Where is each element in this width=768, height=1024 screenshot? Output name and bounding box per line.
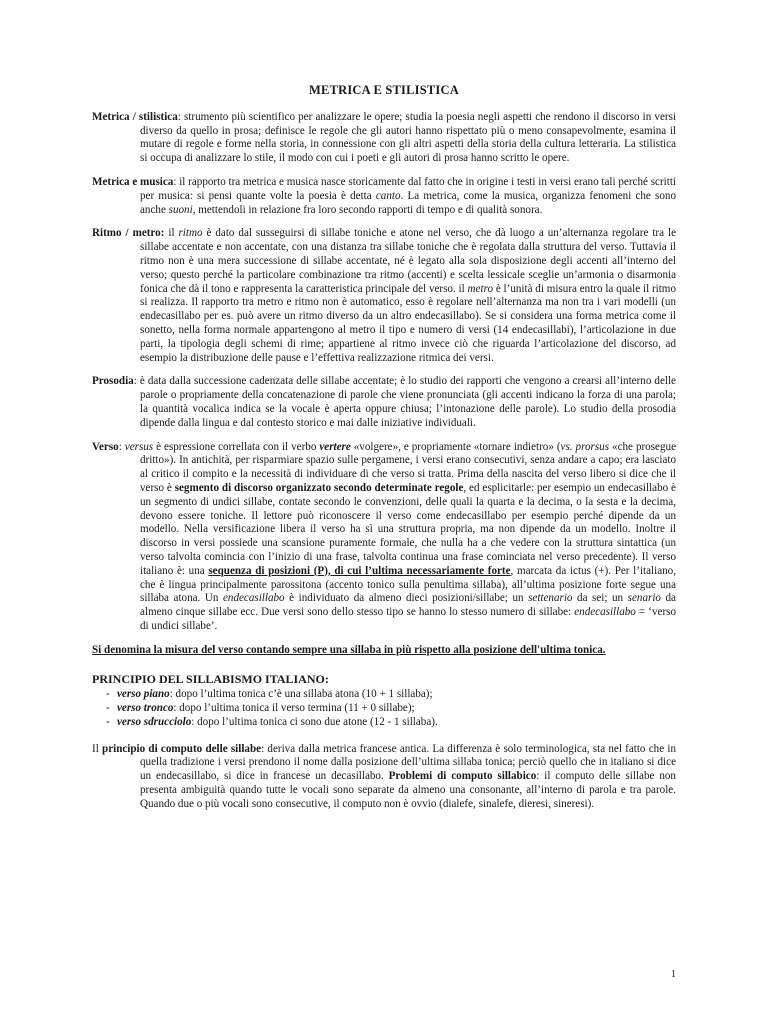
verso-bold-italic-vertere: vertere (319, 440, 351, 453)
verso-text-5: , ed esplicitarle: per esempio un endecasillabo è un segmento di undici sillabe, contate secondo le convenzioni, delle quali la quarta e la decima, o la sesta e la decima, devono essere toniche. Il lettore può riconoscere il verso come endecasillabo per esempio perché dipende da un modello. Nella versificazione libera il verso ha sì una struttura propria, ma non dipende da un modello. Inoltre il discorso in versi possiede una scansione puramente formale, che nulla ha a che vedere con la struttura sintattica (un verso talvolta comincia con l’inizio di una frase, talvolta continua una frase cominciata nel verso precedente). Il verso italiano è: una (140, 481, 676, 577)
list-item-term: verso sdrucciolo (117, 715, 192, 728)
verso-text-9: da almeno cinque sillabe ecc. Due versi sono dello stesso tipo se hanno lo stesso numero di sillabe: (140, 592, 676, 619)
ritmo-italic-metro: metro (467, 282, 494, 295)
computo-text-1: Il (92, 742, 103, 755)
page-number: 1 (671, 969, 676, 980)
musica-text-3: , mettendoli in relazione fra loro secondo rapporti di tempo e di qualità sonora. (192, 203, 543, 216)
term-prosodia: Prosodia (92, 375, 134, 388)
verso-bold-segmento: segmento di discorso organizzato secondo determinate regole (174, 481, 464, 494)
term-principio-computo: principio di computo delle sillabe (102, 742, 262, 755)
paragraph-metrica-stilistica (92, 111, 676, 166)
paragraph-computo (92, 743, 676, 812)
verso-text-1: : (118, 440, 125, 453)
list-item (106, 688, 676, 702)
list-item-text: : dopo l’ultima tonica il verso termina (11 + 0 sillabe); (173, 702, 415, 715)
verso-text-4: «che prosegue dritto»). In antichità, per risparmiare spazio sulle pergamene, i versi erano consecutivi, senza andare a capo; era lasciato al critico il compito e la necessità di individuare di che verso si tratta. Prima della nascita del verso libero si dice che il verso è (140, 440, 676, 494)
list-item-text: : dopo l’ultima tonica ci sono due atone (12 - 1 sillaba). (191, 715, 438, 728)
verso-text-10: = ‘verso di undici sillabe’. (140, 606, 676, 632)
verso-italic-senario: senario (627, 592, 661, 605)
list-item (106, 716, 676, 730)
ritmo-italic-ritmo: ritmo (178, 227, 203, 240)
syllabism-list (92, 688, 676, 729)
list-item-text: : dopo l’ultima tonica c’è una sillaba atona (10 + 1 sillaba); (169, 688, 433, 701)
term-metrica-musica: Metrica e musica (92, 175, 174, 188)
verso-italic-settenario: settenario (528, 592, 573, 605)
musica-italic-canto: canto (375, 189, 401, 202)
list-item-term: verso tronco (117, 702, 174, 715)
paragraph-metrica-musica (92, 176, 676, 217)
ritmo-text-3: è l’unità di misura entro la quale il ritmo si realizza. Il rapporto tra metro e ritmo non è automatico, esso è regolare nell’alternanza ma non tra i vari modelli (un endecasillabo per es. può avere un ritmo diverso da un altro endecasillabo). Se si considera una forma metrica come il sonetto, nella forma normale appartengono al metro il tipo e numero di versi (14 endecasillabi), l’articolazione in due parti, la tipologia degli schemi di rime; appartiene al ritmo invece ciò che riguarda l’articolazione del discorso, ad esempio la distribuzione delle pause e l’effettiva realizzazione ritmica dei versi. (140, 282, 676, 364)
term-metrica-stilistica: Metrica / stilistica (92, 110, 178, 123)
list-item (106, 702, 676, 716)
musica-text-1: : il rapporto tra metrica e musica nasce storicamente dal fatto che in origine i testi in versi erano tali perché scritti per musica: si pensi quante volte la poesia è detta (140, 175, 676, 202)
term-problemi-computo: Problemi di computo sillabico (388, 770, 537, 783)
verso-italic-prorsus: vs. prorsus (560, 440, 610, 453)
paragraph-ritmo-metro (92, 227, 676, 365)
musica-italic-suoni: suoni (168, 203, 193, 216)
paragraph-verso (92, 441, 676, 634)
prosodia-text: : è data dalla successione cadenzata delle sillabe accentate; è lo studio dei rapporti che vengono a crearsi all’interno delle parole o propriamente della concatenazione di parole che viene pronunciata (gli accenti indicano la forza di una parola; la quantità vocalica indica se la vocale è aperta oppure chiusa; l’intonazione delle parole). Lo studio della prosodia dipende dalla lingua e dal contesto storico e mai dalle iniziative individuali. (133, 375, 676, 429)
document-page (92, 84, 676, 822)
paragraph-prosodia (92, 375, 676, 430)
computo-text-3: : il computo delle sillabe non presenta ambiguità quando tutte le vocali sono separate da almeno una consonante, all’interno di parola e tra parole. Quando due o più vocali sono consecutive, il computo non è ovvio (dialefe, sinalefe, dieresi, sineresi). (140, 770, 676, 810)
list-item-term: verso piano (117, 688, 170, 701)
verso-italic-endecasillabo-2: endecasillabo (574, 606, 636, 619)
ritmo-text-1: il (164, 227, 179, 240)
verso-text-2: è espressione correllata con il verbo (153, 440, 320, 453)
verso-text-3: «volgere», e propriamente «tornare indietro» ( (350, 440, 561, 453)
ritmo-text-2: è dato dal susseguirsi di sillabe toniche e atone nel verso, che dà luogo a un’alternanza regolare tra le sillabe accentate e non accentate, con una distanza tra sillabe toniche che è regolata dalla struttura del verso. Tuttavia il ritmo non è una mera successione di sillabe accentate, né è legato alla sola disposizione degli accenti all’interno del verso; questo perché la particolare combinazione tra ritmo (accenti) e scelta lessicale sceglie un’armonia o disarmonia fonica che dà il tono e rappresenta la caratteristica principale del verso. il (140, 227, 676, 295)
verso-bold-underline-sequenza: sequenza di posizioni (P), di cui l’ultima necessariamente forte (208, 564, 511, 577)
principle-heading: PRINCIPIO DEL SILLABISMO ITALIANO: (92, 672, 329, 687)
verso-text-7: è individuato da almeno dieci posizioni/sillabe; un (284, 592, 529, 605)
verso-italic-endecasillabo: endecasillabo (222, 592, 285, 605)
verso-italic-versus: versus (124, 440, 154, 453)
verso-text-6: , marcata da ictus (+). Per l’italiano, che è lingua principalmente parossitona (accento tonico sulla penultima sillaba), all’ultima posizione forte segue una sillaba atona. Un (140, 564, 676, 605)
metrica-text: : strumento più scientifico per analizzare le opere; studia la poesia negli aspetti che rendono il discorso in versi diverso da quello in prosa; definisce le regole che gli autori hanno rispettato più o meno consapevolmente, esamina il mutare di regole e forme nella storia, in connessione con gli altri aspetti della storia della cultura letteraria. La stilistica si occupa di analizzare lo stile, il modo con cui i poeti e gli autori di prosa hanno scritto le opere. (140, 110, 676, 165)
rule-statement: Si denomina la misura del verso contando sempre una sillaba in più rispetto alla posizione dell'ultima tonica. (92, 643, 606, 656)
computo-text-2: : deriva dalla metrica francese antica. La differenza è solo terminologica, sta nel fatto che in quella tradizione i versi prendono il nome dalla posizione dell’ultima sillaba tonica; perciò quello che in italiano si dice un endecasillabo, si dice in francese un decasillabo. (140, 742, 676, 783)
musica-text-2: . La metrica, come la musica, organizza fenomeni che sono anche (140, 189, 676, 216)
term-verso: Verso (92, 440, 119, 453)
page-title: METRICA E STILISTICA (309, 83, 459, 97)
term-ritmo-metro: Ritmo / metro: (92, 227, 165, 240)
verso-text-8: da sei; un (572, 592, 628, 605)
